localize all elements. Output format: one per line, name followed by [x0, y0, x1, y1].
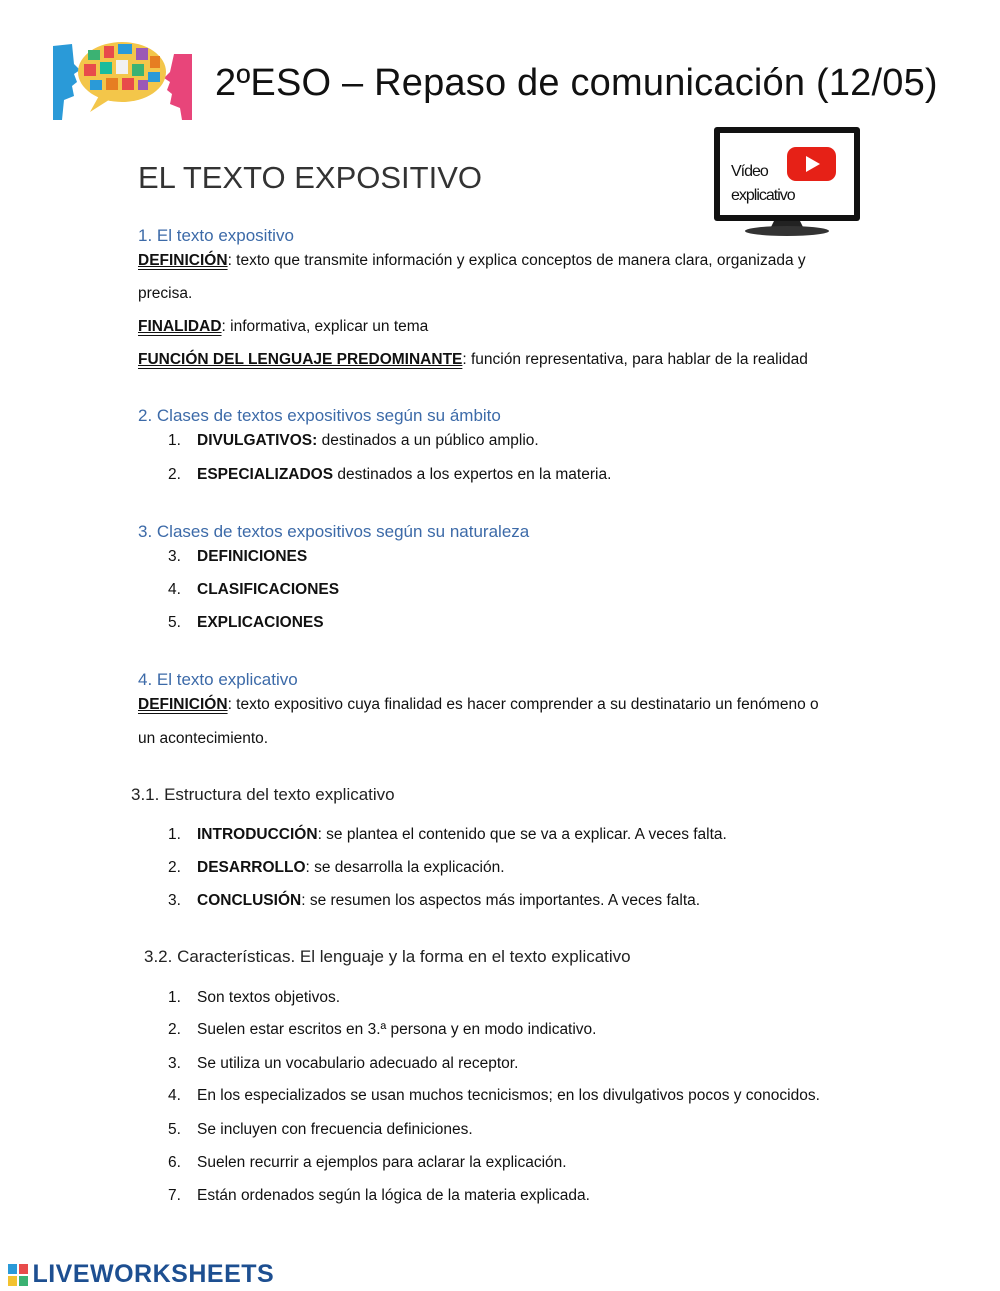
- funcion-text: : función representativa, para hablar de la realidad: [462, 351, 808, 368]
- list-number: 5.: [168, 1121, 181, 1138]
- tv-monitor-icon: [714, 127, 860, 237]
- list-item: [168, 892, 701, 910]
- list-text: Se incluyen con frecuencia definiciones.: [197, 1121, 473, 1138]
- list-item: [168, 466, 612, 484]
- list-bold: DESARROLLO: [197, 859, 306, 876]
- list-number: 1.: [168, 989, 181, 1006]
- definition-line: [138, 696, 819, 715]
- list-text: destinados a los expertos en la materia.: [333, 466, 612, 483]
- section-title: EL TEXTO EXPOSITIVO: [138, 160, 482, 195]
- definition-text: : texto que transmite información y explica conceptos de manera clara, organizada y: [227, 252, 806, 269]
- list-text: destinados a un público amplio.: [317, 432, 539, 449]
- list-item: [168, 432, 539, 450]
- list-item: [168, 1154, 567, 1172]
- list-item: [168, 989, 341, 1007]
- list-item: [168, 581, 340, 599]
- video-label-line2: explicativo: [731, 187, 795, 204]
- list-number: 6.: [168, 1154, 181, 1171]
- list-number: 4.: [168, 581, 181, 598]
- finalidad-text: : informativa, explicar un tema: [221, 318, 429, 335]
- heading-estructura: 3.1. Estructura del texto explicativo: [131, 785, 395, 804]
- definition-continuation: un acontecimiento.: [138, 730, 269, 747]
- list-number: 3.: [168, 548, 181, 565]
- list-bold: DEFINICIONES: [197, 548, 308, 565]
- page-title: 2ºESO – Repaso de comunicación (12/05): [215, 62, 938, 104]
- list-item: [168, 1121, 473, 1139]
- heading-texto-explicativo: 4. El texto explicativo: [138, 670, 298, 689]
- list-item: [168, 1055, 519, 1073]
- list-bold: CLASIFICACIONES: [197, 581, 340, 598]
- list-number: 2.: [168, 859, 181, 876]
- video-link-button[interactable]: [714, 127, 860, 237]
- definition-line: [138, 252, 806, 271]
- list-bold: CONCLUSIÓN: [197, 892, 302, 909]
- list-text: : se desarrolla la explicación.: [305, 859, 505, 876]
- list-number: 1.: [168, 432, 181, 449]
- footer-brand[interactable]: [8, 1260, 274, 1288]
- liveworksheets-logo-icon: [8, 1264, 28, 1286]
- list-number: 1.: [168, 826, 181, 843]
- list-text: : se plantea el contenido que se va a explicar. A veces falta.: [317, 826, 727, 843]
- list-number: 4.: [168, 1087, 181, 1104]
- list-text: En los especializados se usan muchos tecnicismos; en los divulgativos pocos y conocidos.: [197, 1087, 820, 1104]
- list-item: [168, 826, 727, 844]
- heading-clases-naturaleza: 3. Clases de textos expositivos según su naturaleza: [138, 522, 530, 541]
- list-item: [168, 548, 308, 566]
- list-text: Suelen estar escritos en 3.ª persona y en modo indicativo.: [197, 1021, 597, 1038]
- list-bold: DIVULGATIVOS:: [197, 432, 318, 449]
- heading-clases-ambito: 2. Clases de textos expositivos según su ámbito: [138, 406, 501, 425]
- list-number: 2.: [168, 1021, 181, 1038]
- definition-term: DEFINICIÓN: [138, 252, 228, 269]
- list-text: : se resumen los aspectos más importantes. A veces falta.: [301, 892, 701, 909]
- brand-text: LIVEWORKSHEETS: [32, 1260, 275, 1288]
- list-item: [168, 614, 324, 632]
- list-text: Suelen recurrir a ejemplos para aclarar la explicación.: [197, 1154, 567, 1171]
- list-number: 5.: [168, 614, 181, 631]
- list-text: Se utiliza un vocabulario adecuado al receptor.: [197, 1055, 519, 1072]
- video-label-line1: Vídeo: [731, 163, 768, 180]
- definition-text: : texto expositivo cuya finalidad es hacer comprender a su destinatario un fenómeno o: [227, 696, 819, 713]
- heading-texto-expositivo: 1. El texto expositivo: [138, 226, 294, 245]
- finalidad-term: FINALIDAD: [138, 318, 222, 335]
- funcion-line: [138, 351, 808, 370]
- header-logo: [50, 34, 195, 122]
- list-bold: EXPLICACIONES: [197, 614, 324, 631]
- youtube-play-icon[interactable]: [787, 147, 836, 181]
- list-item: [168, 1187, 590, 1205]
- list-bold: ESPECIALIZADOS: [197, 466, 334, 483]
- list-bold: INTRODUCCIÓN: [197, 826, 318, 843]
- funcion-term: FUNCIÓN DEL LENGUAJE PREDOMINANTE: [138, 351, 463, 368]
- list-number: 7.: [168, 1187, 181, 1204]
- list-text: Están ordenados según la lógica de la materia explicada.: [197, 1187, 590, 1204]
- list-item: [168, 859, 505, 877]
- definition-term: DEFINICIÓN: [138, 696, 228, 713]
- list-number: 3.: [168, 892, 181, 909]
- list-text: Son textos objetivos.: [197, 989, 341, 1006]
- definition-continuation: precisa.: [138, 285, 193, 302]
- speech-faces-icon: [50, 34, 195, 122]
- list-item: [168, 1021, 597, 1039]
- finalidad-line: [138, 318, 428, 337]
- list-item: [168, 1087, 820, 1105]
- heading-caracteristicas: 3.2. Características. El lenguaje y la forma en el texto explicativo: [144, 947, 631, 966]
- list-number: 3.: [168, 1055, 181, 1072]
- list-number: 2.: [168, 466, 181, 483]
